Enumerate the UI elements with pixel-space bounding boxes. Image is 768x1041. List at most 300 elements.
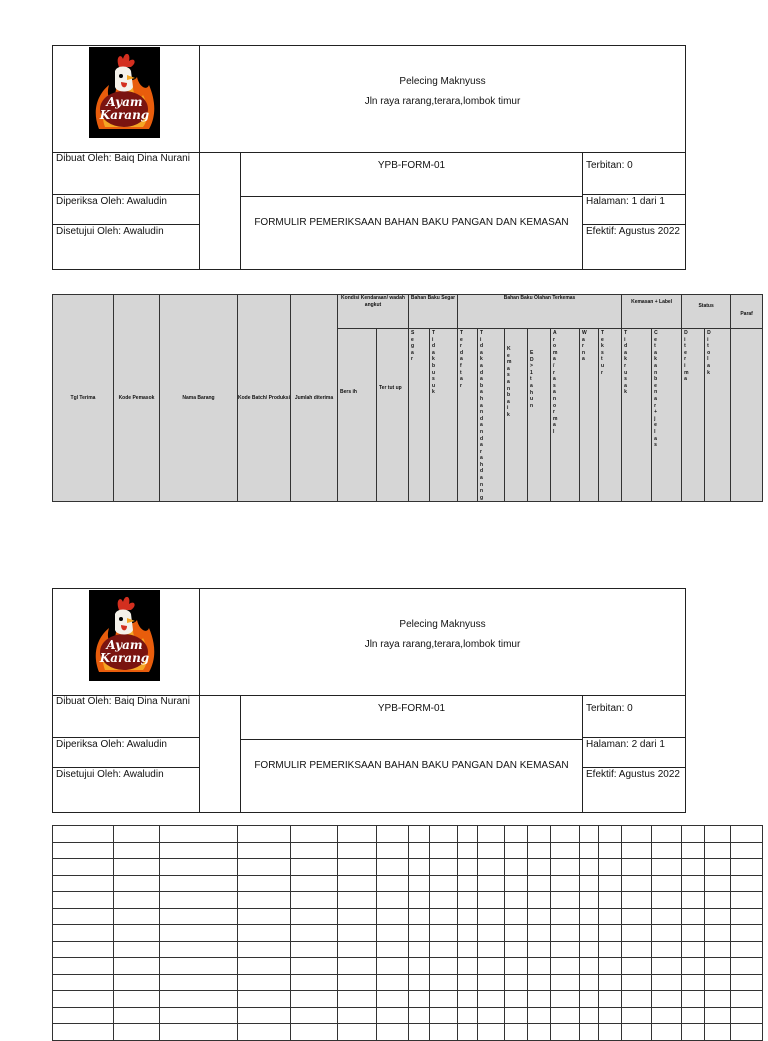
empty-cell[interactable] [705, 826, 731, 843]
empty-cell[interactable] [458, 958, 478, 975]
empty-cell[interactable] [731, 842, 763, 859]
ayam-karang-logo [89, 47, 160, 138]
empty-cell[interactable] [114, 826, 160, 843]
empty-cell[interactable] [377, 908, 409, 925]
empty-cell[interactable] [160, 991, 238, 1008]
empty-cell[interactable] [652, 826, 682, 843]
empty-cell[interactable] [160, 1024, 238, 1041]
empty-cell[interactable] [160, 875, 238, 892]
empty-cell[interactable] [622, 958, 652, 975]
empty-cell[interactable] [599, 908, 622, 925]
empty-cell[interactable] [377, 974, 409, 991]
empty-cell[interactable] [705, 1024, 731, 1041]
empty-cell[interactable] [599, 1024, 622, 1041]
empty-cell[interactable] [409, 925, 430, 942]
empty-cell[interactable] [114, 859, 160, 876]
empty-cell[interactable] [682, 842, 705, 859]
empty-cell[interactable] [53, 842, 114, 859]
empty-cell[interactable] [430, 925, 458, 942]
empty-cell[interactable] [551, 875, 580, 892]
empty-cell[interactable] [238, 1024, 291, 1041]
empty-cell[interactable] [478, 875, 505, 892]
empty-cell[interactable] [528, 974, 551, 991]
empty-cell[interactable] [705, 908, 731, 925]
empty-cell[interactable] [652, 991, 682, 1008]
empty-cell[interactable] [652, 875, 682, 892]
empty-cell[interactable] [731, 1024, 763, 1041]
empty-cell[interactable] [338, 941, 377, 958]
empty-cell[interactable] [478, 859, 505, 876]
empty-cell[interactable] [478, 941, 505, 958]
empty-cell[interactable] [622, 941, 652, 958]
empty-cell[interactable] [505, 925, 528, 942]
empty-cell[interactable] [291, 974, 338, 991]
empty-cell[interactable] [652, 1007, 682, 1024]
empty-cell[interactable] [409, 941, 430, 958]
border-line [52, 588, 53, 813]
empty-cell[interactable] [622, 908, 652, 925]
empty-cell[interactable] [377, 991, 409, 1008]
empty-cell[interactable] [238, 859, 291, 876]
empty-cell[interactable] [652, 941, 682, 958]
empty-cell[interactable] [551, 958, 580, 975]
empty-cell[interactable] [160, 842, 238, 859]
empty-cell[interactable] [528, 941, 551, 958]
empty-cell[interactable] [580, 1024, 599, 1041]
empty-cell[interactable] [377, 875, 409, 892]
empty-cell[interactable] [291, 892, 338, 909]
empty-cell[interactable] [338, 875, 377, 892]
empty-cell[interactable] [291, 991, 338, 1008]
empty-cell[interactable] [528, 958, 551, 975]
empty-cell[interactable] [160, 826, 238, 843]
empty-cell[interactable] [731, 991, 763, 1008]
empty-cell[interactable] [238, 941, 291, 958]
empty-cell[interactable] [551, 1024, 580, 1041]
empty-cell[interactable] [291, 941, 338, 958]
empty-cell[interactable] [458, 875, 478, 892]
empty-cell[interactable] [528, 826, 551, 843]
empty-cell[interactable] [682, 892, 705, 909]
empty-cell[interactable] [580, 974, 599, 991]
empty-cell[interactable] [53, 908, 114, 925]
empty-cell[interactable] [682, 941, 705, 958]
empty-cell[interactable] [160, 1007, 238, 1024]
empty-cell[interactable] [114, 875, 160, 892]
empty-cell[interactable] [238, 908, 291, 925]
empty-cell[interactable] [731, 875, 763, 892]
empty-cell[interactable] [580, 842, 599, 859]
empty-cell[interactable] [409, 958, 430, 975]
empty-cell[interactable] [430, 1024, 458, 1041]
empty-cell[interactable] [599, 991, 622, 1008]
empty-cell[interactable] [377, 958, 409, 975]
empty-cell[interactable] [53, 826, 114, 843]
empty-cell[interactable] [505, 941, 528, 958]
empty-cell[interactable] [652, 1024, 682, 1041]
empty-cell[interactable] [731, 1007, 763, 1024]
empty-cell[interactable] [291, 1024, 338, 1041]
empty-cell[interactable] [599, 875, 622, 892]
empty-cell[interactable] [291, 875, 338, 892]
empty-cell[interactable] [377, 892, 409, 909]
empty-cell[interactable] [430, 892, 458, 909]
empty-cell[interactable] [409, 1007, 430, 1024]
empty-cell[interactable] [478, 892, 505, 909]
col-texture: T e k s t u r [601, 330, 605, 376]
empty-cell[interactable] [599, 974, 622, 991]
table-row [53, 1024, 763, 1041]
empty-cell[interactable] [505, 991, 528, 1008]
empty-cell[interactable] [377, 859, 409, 876]
empty-cell[interactable] [238, 842, 291, 859]
empty-cell[interactable] [160, 859, 238, 876]
empty-cell[interactable] [551, 991, 580, 1008]
group-status: Status [682, 295, 731, 329]
empty-cell[interactable] [430, 958, 458, 975]
empty-cell[interactable] [338, 859, 377, 876]
empty-cell[interactable] [528, 892, 551, 909]
empty-cell[interactable] [551, 974, 580, 991]
empty-cell[interactable] [705, 875, 731, 892]
col-rejected: D i t o l a k [707, 330, 711, 376]
empty-cell[interactable] [599, 941, 622, 958]
empty-cell[interactable] [478, 842, 505, 859]
empty-cell[interactable] [478, 1007, 505, 1024]
empty-cell[interactable] [377, 1024, 409, 1041]
checked-by: Diperiksa Oleh: Awaludin [56, 739, 167, 750]
empty-cell[interactable] [505, 842, 528, 859]
empty-cell[interactable] [430, 941, 458, 958]
empty-cell[interactable] [409, 826, 430, 843]
empty-cell[interactable] [622, 974, 652, 991]
empty-cell[interactable] [599, 826, 622, 843]
empty-cell[interactable] [338, 991, 377, 1008]
empty-cell[interactable] [551, 826, 580, 843]
col-not-rotten: T i d a k b u s u k [432, 330, 436, 396]
empty-cell[interactable] [705, 842, 731, 859]
empty-cell[interactable] [291, 859, 338, 876]
inspection-table [52, 294, 763, 502]
empty-cell[interactable] [238, 974, 291, 991]
empty-cell[interactable] [478, 974, 505, 991]
empty-cell[interactable] [53, 1024, 114, 1041]
form-code: YPB-FORM-01 [377, 703, 446, 714]
empty-cell[interactable] [458, 892, 478, 909]
empty-cell[interactable] [458, 826, 478, 843]
col-print: C e t a k a n b e n a r + j e l a s [654, 330, 658, 449]
empty-cell[interactable] [160, 958, 238, 975]
empty-cell[interactable] [409, 859, 430, 876]
empty-cell[interactable] [114, 908, 160, 925]
empty-cell[interactable] [478, 1024, 505, 1041]
empty-cell[interactable] [458, 842, 478, 859]
empty-cell[interactable] [622, 875, 652, 892]
empty-cell[interactable] [160, 974, 238, 991]
empty-cell[interactable] [682, 991, 705, 1008]
empty-cell[interactable] [430, 826, 458, 843]
empty-cell[interactable] [580, 875, 599, 892]
empty-cell[interactable] [377, 925, 409, 942]
logo-text-line-2: Karang [99, 651, 150, 665]
empty-cell[interactable] [114, 941, 160, 958]
empty-cell[interactable] [652, 974, 682, 991]
empty-cell[interactable] [409, 974, 430, 991]
empty-cell[interactable] [528, 1024, 551, 1041]
empty-cell[interactable] [682, 826, 705, 843]
border-line [240, 739, 582, 740]
empty-cell[interactable] [622, 1024, 652, 1041]
border-line [52, 737, 199, 738]
empty-cell[interactable] [238, 826, 291, 843]
empty-cell[interactable] [551, 941, 580, 958]
empty-cell[interactable] [291, 908, 338, 925]
empty-cell[interactable] [338, 892, 377, 909]
empty-cell[interactable] [160, 941, 238, 958]
empty-cell[interactable] [430, 875, 458, 892]
empty-cell[interactable] [551, 908, 580, 925]
empty-cell[interactable] [53, 875, 114, 892]
empty-cell[interactable] [731, 941, 763, 958]
empty-cell[interactable] [338, 908, 377, 925]
empty-cell[interactable] [458, 908, 478, 925]
table-row [53, 908, 763, 925]
empty-cell[interactable] [705, 1007, 731, 1024]
empty-cell[interactable] [291, 958, 338, 975]
empty-cell[interactable] [53, 941, 114, 958]
empty-cell[interactable] [528, 875, 551, 892]
empty-cell[interactable] [377, 941, 409, 958]
empty-cell[interactable] [53, 974, 114, 991]
empty-cell[interactable] [505, 859, 528, 876]
empty-cell[interactable] [705, 925, 731, 942]
empty-cell[interactable] [238, 925, 291, 942]
empty-cell[interactable] [505, 892, 528, 909]
table-row [53, 941, 763, 958]
empty-cell[interactable] [705, 859, 731, 876]
empty-cell[interactable] [622, 1007, 652, 1024]
empty-cell[interactable] [430, 1007, 458, 1024]
empty-cell[interactable] [377, 842, 409, 859]
empty-cell[interactable] [458, 991, 478, 1008]
empty-cell[interactable] [580, 826, 599, 843]
empty-cell[interactable] [580, 908, 599, 925]
empty-cell[interactable] [705, 974, 731, 991]
empty-cell[interactable] [53, 925, 114, 942]
empty-cell[interactable] [458, 1007, 478, 1024]
empty-cell[interactable] [731, 892, 763, 909]
empty-cell[interactable] [705, 892, 731, 909]
empty-cell[interactable] [731, 908, 763, 925]
empty-cell[interactable] [580, 859, 599, 876]
empty-cell[interactable] [53, 958, 114, 975]
empty-cell[interactable] [114, 974, 160, 991]
empty-cell[interactable] [505, 1007, 528, 1024]
border-line [582, 695, 583, 813]
empty-cell[interactable] [705, 941, 731, 958]
empty-cell[interactable] [580, 1007, 599, 1024]
empty-cell[interactable] [652, 859, 682, 876]
empty-cell[interactable] [114, 1024, 160, 1041]
empty-cell[interactable] [458, 1024, 478, 1041]
empty-cell[interactable] [409, 842, 430, 859]
empty-cell[interactable] [622, 859, 652, 876]
empty-cell[interactable] [652, 892, 682, 909]
empty-cell[interactable] [528, 908, 551, 925]
empty-cell[interactable] [238, 991, 291, 1008]
empty-cell[interactable] [682, 908, 705, 925]
empty-cell[interactable] [505, 1024, 528, 1041]
empty-cell[interactable] [291, 842, 338, 859]
empty-cell[interactable] [652, 925, 682, 942]
empty-cell[interactable] [682, 1024, 705, 1041]
empty-cell[interactable] [430, 908, 458, 925]
border-line [582, 737, 686, 738]
empty-cell[interactable] [338, 974, 377, 991]
empty-cell[interactable] [160, 925, 238, 942]
empty-cell[interactable] [409, 908, 430, 925]
empty-cell[interactable] [622, 892, 652, 909]
empty-cell[interactable] [682, 958, 705, 975]
empty-cell[interactable] [53, 892, 114, 909]
table-row [53, 925, 763, 942]
made-by: Dibuat Oleh: Baiq Dina Nurani [56, 696, 190, 707]
empty-cell[interactable] [409, 1024, 430, 1041]
empty-cell[interactable] [622, 842, 652, 859]
empty-cell[interactable] [705, 991, 731, 1008]
empty-cell[interactable] [338, 958, 377, 975]
empty-cell[interactable] [291, 925, 338, 942]
empty-cell[interactable] [731, 974, 763, 991]
empty-cell[interactable] [551, 892, 580, 909]
group-paraf: Paraf [731, 295, 763, 329]
empty-cell[interactable] [114, 991, 160, 1008]
empty-cell[interactable] [238, 875, 291, 892]
empty-cell[interactable] [599, 925, 622, 942]
empty-cell[interactable] [551, 925, 580, 942]
empty-cell[interactable] [682, 925, 705, 942]
empty-cell[interactable] [160, 908, 238, 925]
empty-cell[interactable] [682, 974, 705, 991]
empty-cell[interactable] [622, 826, 652, 843]
empty-cell[interactable] [114, 958, 160, 975]
empty-cell[interactable] [580, 941, 599, 958]
empty-cell[interactable] [409, 892, 430, 909]
empty-cell[interactable] [338, 1007, 377, 1024]
empty-cell[interactable] [505, 826, 528, 843]
empty-cell[interactable] [338, 826, 377, 843]
empty-cell[interactable] [114, 1007, 160, 1024]
empty-cell[interactable] [528, 925, 551, 942]
empty-cell[interactable] [430, 991, 458, 1008]
empty-cell[interactable] [458, 925, 478, 942]
empty-cell[interactable] [478, 826, 505, 843]
table-row [53, 991, 763, 1008]
empty-cell[interactable] [338, 1024, 377, 1041]
empty-cell[interactable] [505, 875, 528, 892]
empty-cell[interactable] [238, 892, 291, 909]
empty-cell[interactable] [478, 958, 505, 975]
empty-cell[interactable] [377, 826, 409, 843]
empty-cell[interactable] [338, 842, 377, 859]
empty-cell[interactable] [599, 842, 622, 859]
empty-cell[interactable] [682, 875, 705, 892]
empty-cell[interactable] [731, 958, 763, 975]
empty-cell[interactable] [652, 958, 682, 975]
empty-cell[interactable] [478, 991, 505, 1008]
empty-cell[interactable] [430, 859, 458, 876]
empty-cell[interactable] [622, 991, 652, 1008]
empty-cell[interactable] [528, 859, 551, 876]
empty-cell[interactable] [53, 991, 114, 1008]
empty-cell[interactable] [430, 974, 458, 991]
empty-cell[interactable] [505, 908, 528, 925]
empty-cell[interactable] [377, 1007, 409, 1024]
empty-cell[interactable] [599, 958, 622, 975]
empty-cell[interactable] [53, 1007, 114, 1024]
empty-cell[interactable] [731, 859, 763, 876]
empty-cell[interactable] [238, 1007, 291, 1024]
empty-cell[interactable] [551, 1007, 580, 1024]
empty-cell[interactable] [238, 958, 291, 975]
empty-cell[interactable] [409, 991, 430, 1008]
empty-cell[interactable] [580, 892, 599, 909]
empty-cell[interactable] [114, 925, 160, 942]
empty-cell[interactable] [682, 1007, 705, 1024]
empty-cell[interactable] [291, 1007, 338, 1024]
empty-cell[interactable] [580, 991, 599, 1008]
empty-cell[interactable] [53, 859, 114, 876]
empty-cell[interactable] [599, 859, 622, 876]
empty-cell[interactable] [622, 925, 652, 942]
empty-cell[interactable] [551, 842, 580, 859]
empty-cell[interactable] [478, 908, 505, 925]
empty-cell[interactable] [291, 826, 338, 843]
col-registered: T e r d a f t a r [460, 330, 464, 389]
empty-cell[interactable] [338, 925, 377, 942]
empty-cell[interactable] [580, 925, 599, 942]
empty-cell[interactable] [478, 925, 505, 942]
empty-cell[interactable] [114, 842, 160, 859]
empty-cell[interactable] [705, 958, 731, 975]
empty-cell[interactable] [599, 892, 622, 909]
approved-by: Disetujui Oleh: Awaludin [56, 769, 164, 780]
empty-cell[interactable] [114, 892, 160, 909]
empty-cell[interactable] [160, 892, 238, 909]
empty-cell[interactable] [528, 842, 551, 859]
company-name: Pelecing Maknyuss [399, 76, 486, 87]
empty-cell[interactable] [528, 1007, 551, 1024]
empty-cell[interactable] [731, 826, 763, 843]
border-line [52, 588, 686, 589]
empty-cell[interactable] [458, 859, 478, 876]
empty-cell[interactable] [580, 958, 599, 975]
empty-cell[interactable] [458, 941, 478, 958]
empty-cell[interactable] [599, 1007, 622, 1024]
empty-cell[interactable] [682, 859, 705, 876]
empty-cell[interactable] [458, 974, 478, 991]
col-accepted: D i t e r i m a [684, 330, 689, 383]
empty-cell[interactable] [505, 958, 528, 975]
empty-cell[interactable] [652, 908, 682, 925]
empty-cell[interactable] [652, 842, 682, 859]
empty-cell[interactable] [430, 842, 458, 859]
empty-cell[interactable] [731, 925, 763, 942]
empty-cell[interactable] [409, 875, 430, 892]
empty-cell[interactable] [528, 991, 551, 1008]
empty-cell[interactable] [505, 974, 528, 991]
empty-cell[interactable] [551, 859, 580, 876]
